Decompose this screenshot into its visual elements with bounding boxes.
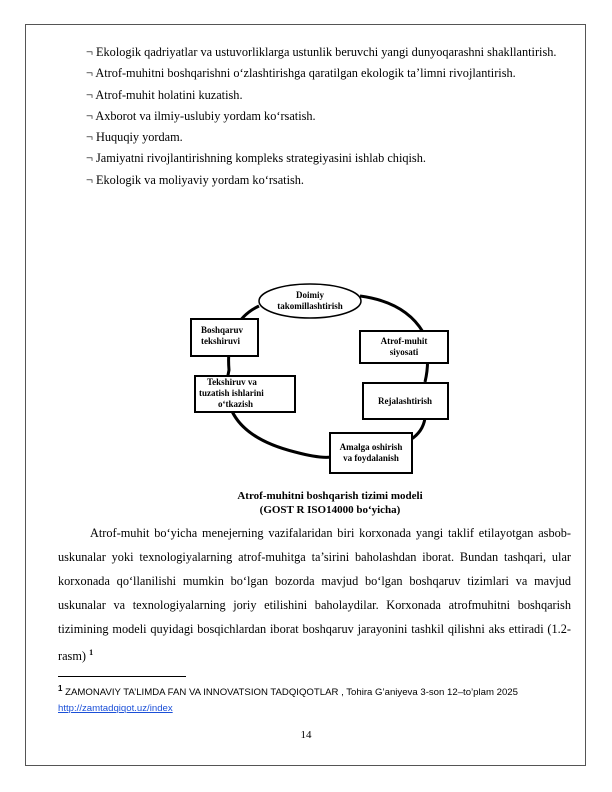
footnote [58,681,578,717]
caption-line2: (GOST R ISO14000 bo‘yicha) [259,504,401,516]
node-siyosat [360,331,448,363]
bullet-item: ¬ Atrof-muhit holatini kuzatish. [86,87,243,102]
node-tekshiruv-line2: tuzatish ishlarini [199,388,264,398]
node-amalga [330,433,412,473]
bullet-item: ¬ Jamiyatni rivojlantirishning kompleks strategiyasini ishlab chiqish. [86,151,426,166]
node-doimiy-line2: takomillashtirish [277,301,343,311]
footnote-number: 1 [58,684,63,693]
bullet-item: ¬ Atrof-muhitni boshqarishni o‘zlashtirishga qaratilgan ekologik ta’limni rivojlantirish. [86,66,516,81]
page-number: 14 [300,729,312,741]
footnote-link[interactable]: http://zamtadqiqot.uz/index [58,703,173,715]
node-siyosat-line2: siyosati [389,347,419,357]
node-rejalashtirish-line1: Rejalashtirish [378,396,432,406]
ems-cycle-diagram [185,282,455,478]
node-rejalashtirish [363,383,448,419]
main-paragraph-text: Atrof-muhit bo‘yicha menejerning vazifalaridan biri korxonada yangi taklif etilayotgan asbob-uskunalar yoki texnologiyalarning atrof-muhitga ta’sirini baholashdan iborat. Bundan tashqari, ular korxonada qo‘llanilishi mumkin bo‘lgan bozorda mavjud bo‘lgan boshqaruv tizimlari va mavjud uskunalar va texnologiyalarning joriy etilishini baholaydilar. Korxonada atrofmuhitni boshqarish tizimining modeli quyidagi bosqichlardan iborat boshqaruv jarayonini tashkil qilishni aks ettiradi (1.2-rasm) [58,526,571,664]
node-boshqaruv-line1: Boshqaruv [201,325,244,335]
caption-line1: Atrof-muhitni boshqarish tizimi modeli [237,490,423,502]
node-amalga-line1: Amalga oshirish [339,442,403,452]
node-amalga-line2: va foydalanish [343,453,399,463]
main-paragraph [58,521,571,669]
bullet-item: ¬ Huquqiy yordam. [86,130,183,145]
node-tekshiruv [195,376,295,412]
footnote-ref[interactable]: 1 [89,648,94,658]
bullet-item: ¬ Axborot va ilmiy-uslubiy yordam ko‘rsatish. [86,108,316,123]
node-boshqaruv-line2: tekshiruvi [201,336,241,346]
footnote-divider [58,676,186,677]
footnote-text: ZAMONAVIY TA’LIMDA FAN VA INNOVATSION TADQIQOTLAR , Tohira G’aniyeva 3-son 12–to’plam 2025 [65,687,518,699]
figure-caption [200,489,460,517]
node-boshqaruv [191,319,258,356]
node-tekshiruv-line1: Tekshiruv va [207,377,257,387]
node-doimiy [259,284,361,318]
node-doimiy-line1: Doimiy [296,290,324,300]
bullet-item: ¬ Ekologik va moliyaviy yordam ko‘rsatish. [86,172,304,187]
bullet-item: ¬ Ekologik qadriyatlar va ustuvorliklarga ustunlik beruvchi yangi dunyoqarashni shakllantirish. [86,45,557,59]
node-siyosat-line1: Atrof-muhit [380,336,428,346]
bullet-list [58,42,571,191]
node-tekshiruv-line3: o‘tkazish [218,399,254,409]
